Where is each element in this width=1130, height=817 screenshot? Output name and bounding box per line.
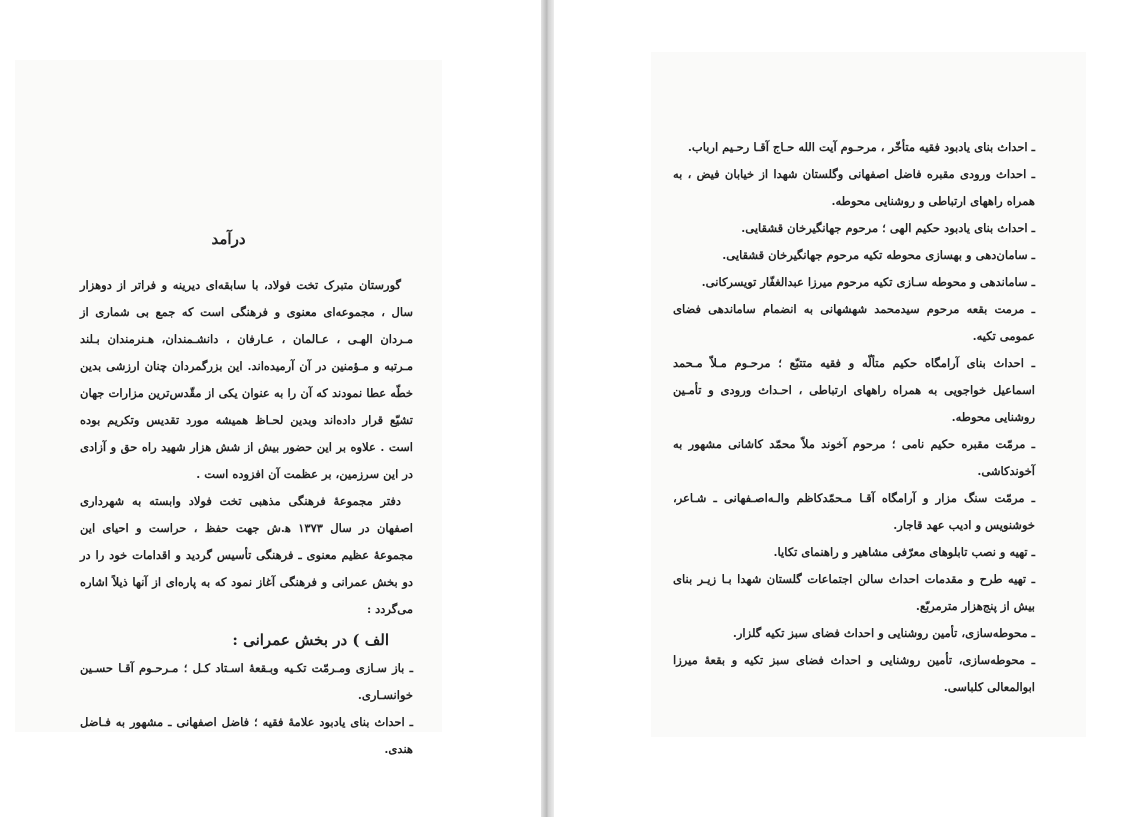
list-item: ـ مرمّت سنگ مزار و آرامگاه آقـا مـحمّدکاظم والـه‌اصـفهانی ـ شـاعر، خوشنویس و ادیب عهد قاجار. xyxy=(673,491,1035,532)
list-item: ـ مرمت بقعه مرحوم سیدمحمد شهشهانی به انضمام ساماندهی فضای عمومی تکیه. xyxy=(673,302,1035,343)
list-item: ـ باز سـازی ومـرمّت تکـیه وبـقعهٔ اسـتاد کـل ؛ مـرحـوم آقـا حسـین خوانسـاری. xyxy=(80,661,413,702)
page-title: درآمد xyxy=(211,230,246,248)
section-heading: الف ) در بخش عمرانی : xyxy=(232,631,389,649)
list-item: ـ احداث بنای آرامگاه حکیم متألّه و فقیه متتبّع ؛ مرحـوم مـلاّ مـحمد اسماعیل خواجویی به همراه راههای ارتباطی ، احـداث ورودی و تأمـین روشنایی محوطه. xyxy=(673,356,1035,424)
office-paragraph: دفتر مجموعهٔ فرهنگی مذهبی تخت فولاد وابسته به شهرداری اصفهان در سال ۱۳۷۳ ه‍.ش جهت حفظ ، حراست و احیای این مجموعهٔ عظیم معنوی ـ فرهنگی تأسیس گردید و اقدامات خود را در دو بخش عمرانی و فرهنگی آغاز نمود که به پاره‌ای از آنها ذیلاً اشاره می‌گردد : xyxy=(80,494,413,616)
list-item: ـ احداث ورودی مقبره فاضل اصفهانی وگلستان شهدا از خیابان فیض ، به همراه راههای ارتباطی و روشنایی محوطه. xyxy=(673,167,1035,208)
list-item: ـ احداث بنای یادبود حکیم الهی ؛ مرحوم جهانگیرخان قشقایی. xyxy=(741,221,1035,235)
book-gutter xyxy=(541,0,554,817)
right-page xyxy=(651,52,1086,737)
left-page xyxy=(15,60,442,756)
list-item: ـ سامان‌دهی و بهسازی محوطه تکیه مرحوم جهانگیرخان قشقایی. xyxy=(722,248,1035,262)
right-page-text xyxy=(673,134,1035,701)
list-item: ـ تهیه طرح و مقدمات احداث سالن اجتماعات گلستان شهدا بـا زیـر بنای بیش از پنج‌هزار مترمربّع. xyxy=(673,572,1035,613)
list-item: ـ ساماندهی و محوطه سـازی تکیه مرحوم میرزا عبدالغفّار تویسرکانی. xyxy=(701,275,1035,289)
list-item: ـ مرمّت مقبره حکیم نامی ؛ مرحوم آخوند ملاّ محمّد کاشانی مشهور به آخوندکاشی. xyxy=(673,437,1035,478)
list-item: ـ احداث بنای یادبود فقیه متأخّر ، مرحـوم آیت الله حـاج آقـا رحـیم ارباب. xyxy=(687,140,1035,154)
list-item: ـ محوطه‌سازی، تأمین روشنایی و احداث فضای سبز تکیه گلزار. xyxy=(732,626,1035,640)
left-page-text xyxy=(80,272,413,763)
list-item: ـ محوطه‌سازی، تأمین روشنایی و احداث فضای سبز تکیه و بقعهٔ میرزا ابوالمعالی کلباسی. xyxy=(673,653,1035,694)
list-item: ـ احداث بنای یادبود علامهٔ فقیه ؛ فاضل اصفهانی ـ مشهور به فـاضل هندی. xyxy=(80,715,413,756)
list-item: ـ تهیه و نصب تابلوهای معرّفی مشاهیر و راهنمای تکایا. xyxy=(773,545,1035,559)
intro-paragraph: گورستان متبرک تخت فولاد، با سابقه‌ای دیرینه و فراتر از دوهزار سال ، مجموعه‌ای معنوی و فرهنگی است که جمع بی شماری از مـردان الهـی ، عـالمان ، عـارفان ، دانشـمندان، هـنرمندان بـلند مـرتبه و مـؤمنین در آن آرمیده‌اند. این بزرگمردان چنان ارزشی بدین خطّه عطا نمودند که آن را به عنوان یکی از مقّدس‌ترین مزارات جهان تشیّع قرار داده‌اند وبدین لحـاظ همیشه مورد تقدیس وتکریم بوده است . علاوه بر این حضور بیش از شش هزار شهید راه حق و آزادی در این سرزمین، بر عظمت آن افزوده است . xyxy=(80,278,413,481)
